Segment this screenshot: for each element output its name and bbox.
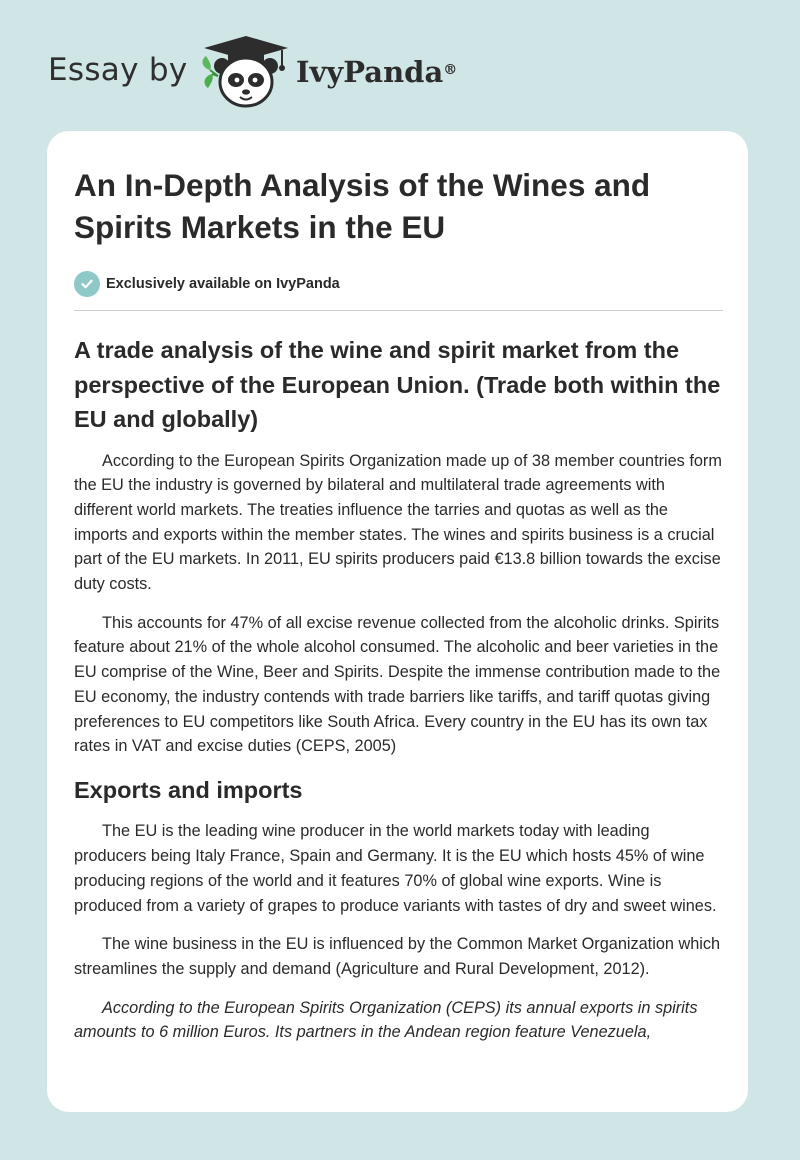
page-title: An In-Depth Analysis of the Wines and Spirits Markets in the EU — [74, 167, 651, 245]
site-header — [0, 0, 800, 130]
panda-graduate-logo-icon[interactable] — [198, 30, 294, 110]
title-divider — [74, 310, 723, 311]
brand-name[interactable] — [296, 52, 457, 92]
essay-card — [47, 131, 748, 1112]
paragraph: According to the European Spirits Organization made up of 38 member countries form the EU the industry is governed by bilateral and multilateral trade agreements with different world markets. The treaties influence the tarries and quotas as well as the imports and exports within the member states. The wines and spirits business is a crucial part of the EU markets. In 2011, EU spirits producers paid €13.8 billion towards the excise duty costs. — [74, 451, 722, 594]
section-heading-exports-imports: Exports and imports — [74, 776, 303, 803]
registered-mark: ® — [443, 62, 458, 78]
exclusive-badge-text: Exclusively available on IvyPanda — [106, 276, 340, 292]
exclusive-badge — [74, 270, 724, 298]
section-heading-trade-analysis: A trade analysis of the wine and spirit market from the perspective of the European Union. (Trade both within the EU and globally) — [74, 337, 721, 432]
essay-by-label: Essay by — [48, 52, 188, 88]
check-circle-icon — [74, 271, 100, 297]
brand-name-text: IvyPanda — [296, 55, 444, 89]
paragraph: The EU is the leading wine producer in the world markets today with leading producers being Italy France, Spain and Germany. It is the EU which hosts 45% of wine producing regions of the world and it features 70% of global wine exports. Wine is produced from a variety of grapes to produce variants with tastes of dry and sweet wines. — [74, 822, 717, 915]
paragraph: This accounts for 47% of all excise revenue collected from the alcoholic drinks. Spirits feature about 21% of the whole alcohol consumed. The alcoholic and beer varieties in the EU comprise of the Wine, Beer and Spirits. Despite the immense contribution made to the EU economy, the industry contends with trade barriers like tariffs, and tariff quotas giving preferences to EU competitors like South Africa. Every country in the EU has its own tax rates in VAT and excise duties (CEPS, 2005) — [74, 613, 721, 756]
paragraph: According to the European Spirits Organization (CEPS) its annual exports in spirits amounts to 6 million Euros. Its partners in the Andean region feature Venezuela, — [74, 998, 698, 1042]
essay-content — [74, 164, 724, 1045]
paragraph: The wine business in the EU is influenced by the Common Market Organization which streamlines the supply and demand (Agriculture and Rural Development, 2012). — [74, 935, 721, 978]
